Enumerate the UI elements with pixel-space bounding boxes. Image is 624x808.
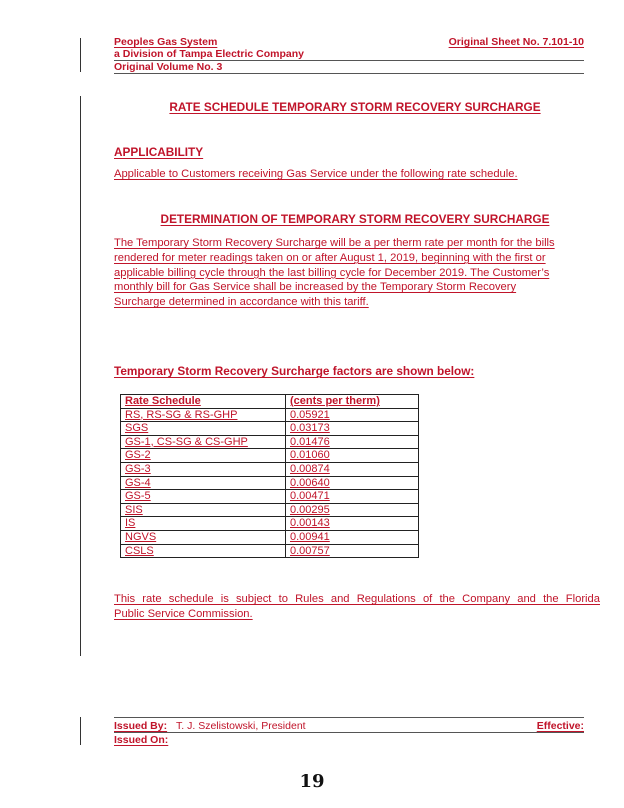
header-rule-2: [114, 73, 584, 74]
table-row: [121, 449, 419, 463]
revision-bar-footer: [80, 717, 81, 745]
rate-schedule-cell: GS-5: [121, 490, 286, 504]
header-volume: Original Volume No. 3: [114, 61, 223, 73]
header-company: Peoples Gas System: [114, 36, 218, 48]
rate-schedule-cell: GS-3: [121, 462, 286, 476]
factor-cell: 0.03173: [286, 422, 419, 436]
table-row: [121, 530, 419, 544]
revision-bar-top: [80, 38, 81, 72]
factors-heading: Temporary Storm Recovery Surcharge factors are shown below:: [114, 364, 475, 378]
factor-cell: 0.00471: [286, 490, 419, 504]
rate-schedule-cell: GS-1, CS-SG & CS-GHP: [121, 435, 286, 449]
issued-by-label: Issued By:: [114, 720, 168, 732]
determination-line: monthly bill for Gas Service shall be increased by the Temporary Storm Recovery: [114, 281, 517, 294]
column-header-rate-schedule: Rate Schedule: [121, 395, 286, 409]
closing-paragraph: [114, 592, 600, 622]
factor-cell: 0.00295: [286, 503, 419, 517]
effective-label: Effective:: [536, 720, 584, 732]
rate-schedule-cell: SIS: [121, 503, 286, 517]
determination-line: rendered for meter readings taken on or after August 1, 2019, beginning with the first or: [114, 251, 546, 264]
header-sheet-number: Original Sheet No. 7.101-10: [448, 36, 584, 48]
determination-line: The Temporary Storm Recovery Surcharge will be a per therm rate per month for the bills: [114, 237, 555, 249]
determination-heading: DETERMINATION OF TEMPORARY STORM RECOVERY SURCHARGE: [160, 212, 550, 226]
factor-cell: 0.05921: [286, 408, 419, 422]
rate-schedule-cell: IS: [121, 517, 286, 531]
rate-schedule-cell: NGVS: [121, 530, 286, 544]
factor-cell: 0.00757: [286, 544, 419, 558]
footer-rule-mid: [114, 732, 584, 733]
table-row: [121, 422, 419, 436]
closing-line-2: Public Service Commission.: [114, 607, 253, 620]
closing-line-1: This rate schedule is subject to Rules and Regulations of the Company and the Florida: [114, 593, 600, 605]
table-header-row: [121, 395, 419, 409]
factor-cell: 0.01476: [286, 435, 419, 449]
table-row: [121, 517, 419, 531]
table-row: [121, 462, 419, 476]
table-row: [121, 476, 419, 490]
table-row: [121, 503, 419, 517]
table-row: [121, 408, 419, 422]
issued-by-value: T. J. Szelistowski, President: [176, 720, 306, 732]
table-row: [121, 435, 419, 449]
rate-schedule-cell: SGS: [121, 422, 286, 436]
determination-line: applicable billing cycle through the last billing cycle for December 2019. The Customer’s: [114, 266, 550, 279]
applicability-heading: APPLICABILITY: [114, 145, 204, 159]
determination-line: Surcharge determined in accordance with this tariff.: [114, 296, 369, 309]
revision-bar-body: [80, 96, 81, 656]
factor-cell: 0.00143: [286, 517, 419, 531]
factor-cell: 0.00874: [286, 462, 419, 476]
rate-schedule-cell: RS, RS-SG & RS-GHP: [121, 408, 286, 422]
factor-cell: 0.01060: [286, 449, 419, 463]
issued-on-label: Issued On:: [114, 734, 169, 746]
surcharge-factors-table: [120, 394, 419, 558]
determination-paragraph: [114, 236, 604, 310]
rate-schedule-cell: GS-2: [121, 449, 286, 463]
footer-rule-top: [114, 717, 584, 718]
factor-cell: 0.00941: [286, 530, 419, 544]
page-number: 19: [299, 771, 325, 792]
applicability-text: Applicable to Customers receiving Gas Service under the following rate schedule.: [114, 168, 518, 180]
table-row: [121, 490, 419, 504]
rate-schedule-cell: GS-4: [121, 476, 286, 490]
rate-schedule-cell: CSLS: [121, 544, 286, 558]
page-title: RATE SCHEDULE TEMPORARY STORM RECOVERY SURCHARGE: [169, 100, 541, 114]
header-division: a Division of Tampa Electric Company: [114, 48, 305, 60]
footer-issued-by: [114, 720, 306, 732]
table-row: [121, 544, 419, 558]
factor-cell: 0.00640: [286, 476, 419, 490]
column-header-cents-per-therm: (cents per therm): [286, 395, 419, 409]
